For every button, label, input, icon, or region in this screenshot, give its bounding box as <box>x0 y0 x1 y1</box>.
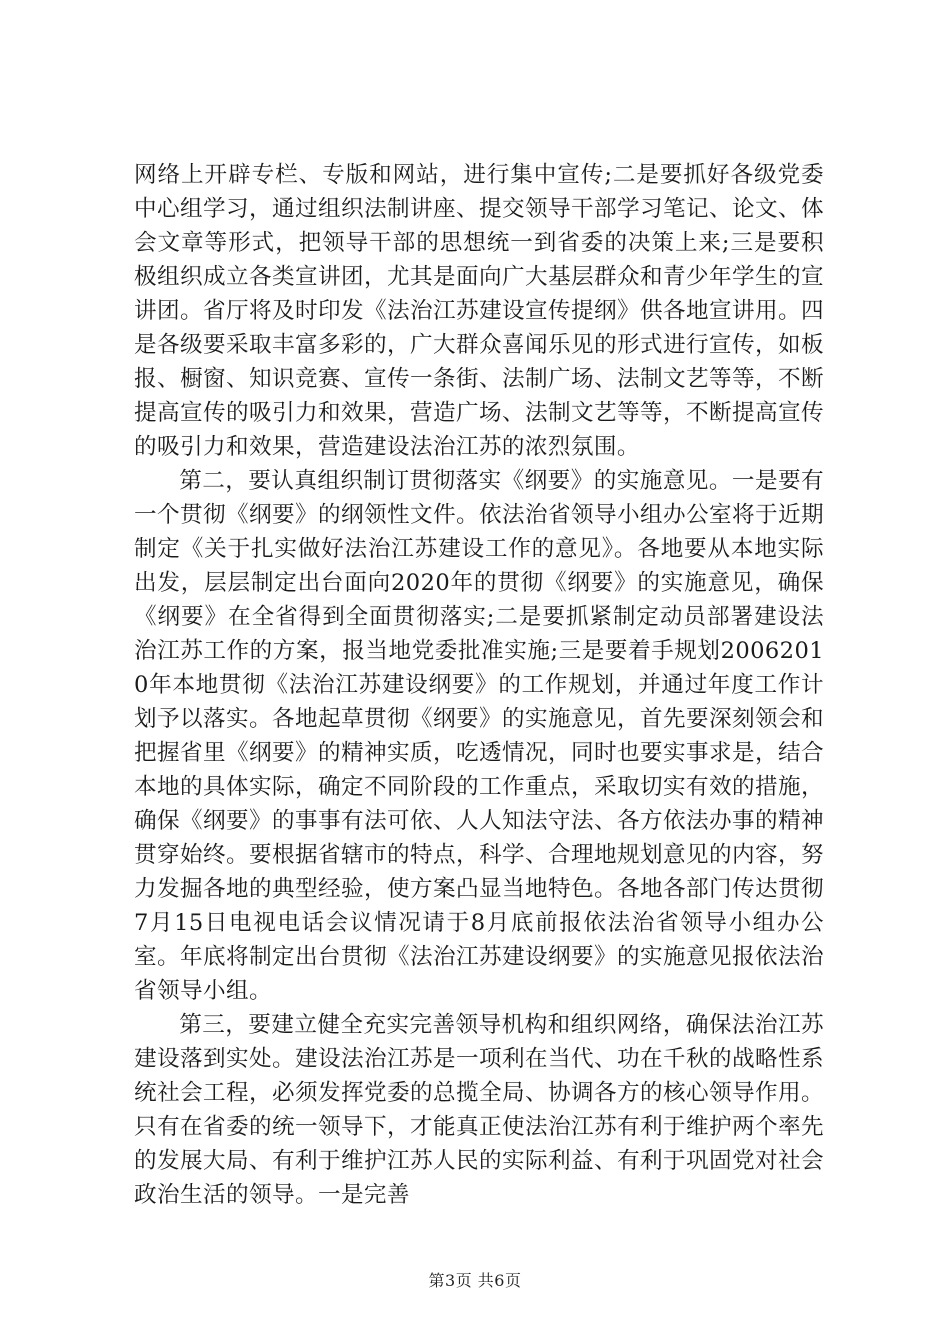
paragraph-continuation: 网络上开辟专栏、专版和网站，进行集中宣传;二是要抓好各级党委中心组学习，通过组织法制讲座、提交领导干部学习笔记、论文、体会文章等形式，把领导干部的思想统一到省委的决策上来;三是要积极组织成立各类宣讲团，尤其是面向广大基层群众和青少年学生的宣讲团。省厅将及时印发《法治江苏建设宣传提纲》供各地宣讲用。四是各级要采取丰富多彩的，广大群众喜闻乐见的形式进行宣传，如板报、橱窗、知识竞赛、宣传一条街、法制广场、法制文艺等等，不断提高宣传的吸引力和效果，营造广场、法制文艺等等，不断提高宣传的吸引力和效果，营造建设法治江苏的浓烈氛围。 <box>134 162 824 460</box>
page-number-footer: 第3页 共6页 <box>428 1271 522 1290</box>
paragraph-second-point: 第二，要认真组织制订贯彻落实《纲要》的实施意见。一是要有一个贯彻《纲要》的纲领性文件。依法治省领导小组办公室将于近期制定《关于扎实做好法治江苏建设工作的意见》。各地要从本地实际出发，层层制定出台面向2020年的贯彻《纲要》的实施意见，确保《纲要》在全省得到全面贯彻落实;二是要抓紧制定动员部署建设法治江苏工作的方案，报当地党委批准实施;三是要着手规划20062010年本地贯彻《法治江苏建设纲要》的工作规划，并通过年度工作计划予以落实。各地起草贯彻《纲要》的实施意见，首先要深刻领会和把握省里《纲要》的精神实质，吃透情况，同时也要实事求是，结合本地的具体实际，确定不同阶段的工作重点，采取切实有效的措施，确保《纲要》的事事有法可依、人人知法守法、各方依法办事的精神贯穿始终。要根据省辖市的特点，科学、合理地规划意见的内容，努力发掘各地的典型经验，使方案凸显当地特色。各地各部门传达贯彻7月15日电视电话会议情况请于8月底前报依法治省领导小组办公室。年底将制定出台贯彻《法治江苏建设纲要》的实施意见报依法治省领导小组。 <box>134 468 824 1004</box>
document-body <box>134 158 824 1212</box>
paragraph-third-point: 第三，要建立健全充实完善领导机构和组织网络，确保法治江苏建设落到实处。建设法治江苏是一项利在当代、功在千秋的战略性系统社会工程，必须发挥党委的总揽全局、协调各方的核心领导作用。只有在省委的统一领导下，才能真正使法治江苏有利于维护两个率先的发展大局、有利于维护江苏人民的实际利益、有利于巩固党对社会政治生活的领导。一是完善 <box>134 1012 824 1208</box>
